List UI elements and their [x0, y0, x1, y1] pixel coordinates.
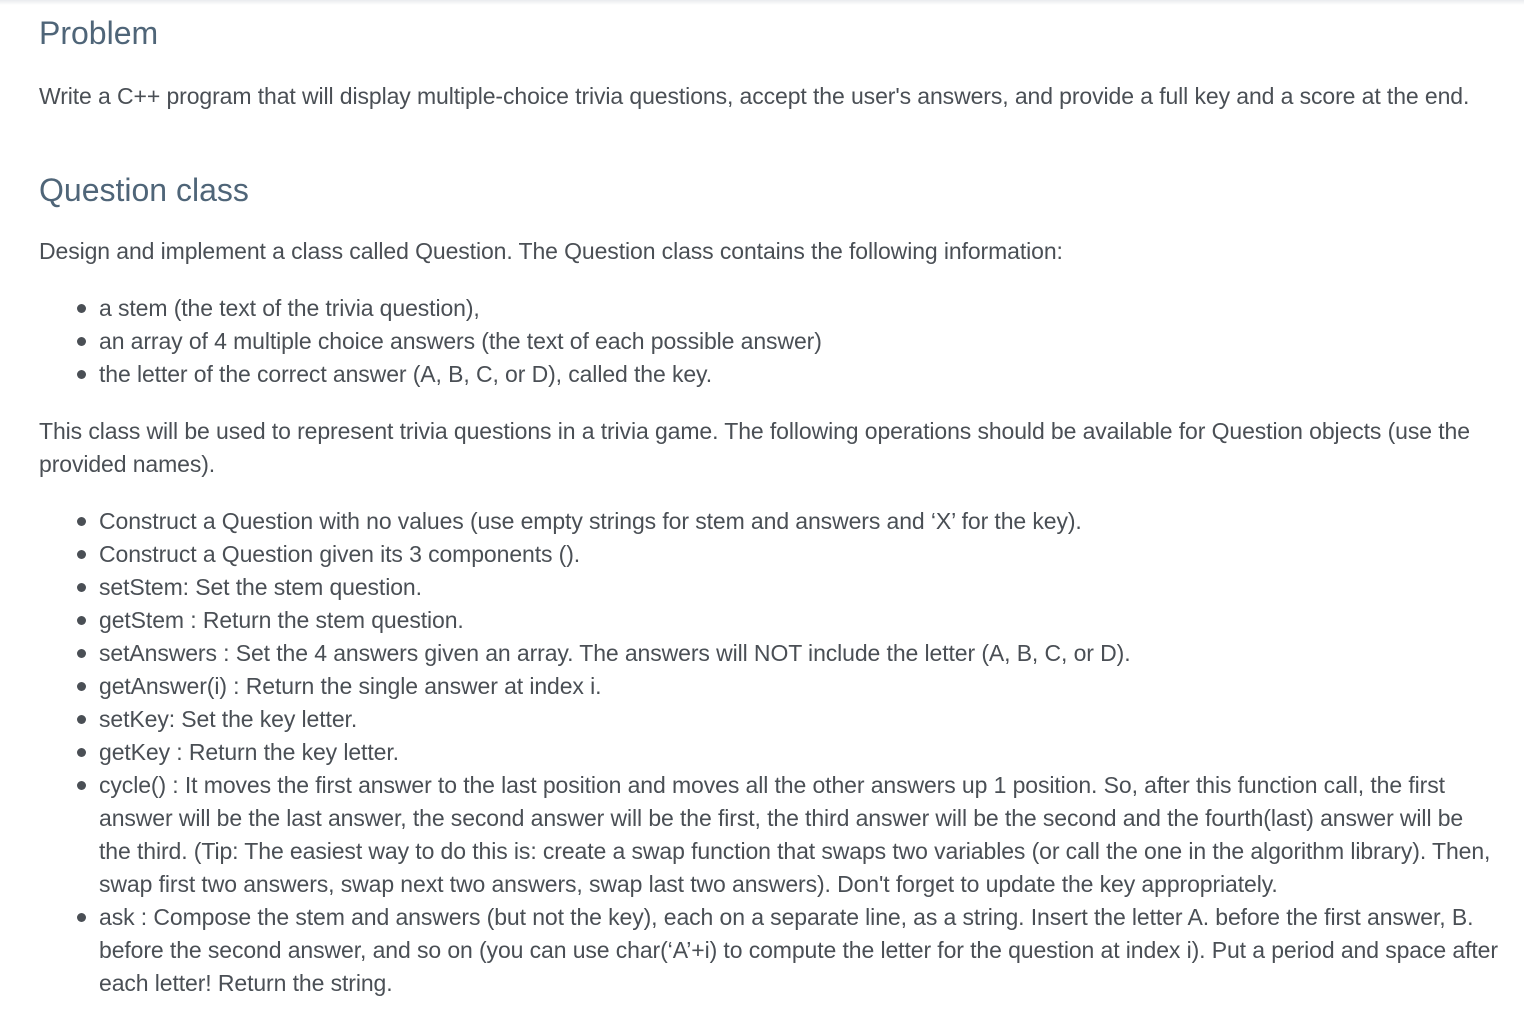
fields-list: [39, 292, 1499, 391]
list-item: [39, 292, 1499, 325]
bullet-icon: [77, 370, 86, 379]
list-item: [39, 358, 1499, 391]
bullet-icon: [77, 616, 86, 625]
list-item: [39, 604, 1499, 637]
list-item-text: Construct a Question with no values (use empty strings for stem and answers and ‘X’ for the key).: [99, 508, 1082, 534]
operations-intro: This class will be used to represent trivia questions in a trivia game. The following operations should be available for Question objects (use the provided names).: [39, 418, 1470, 477]
question-class-intro: Design and implement a class called Question. The Question class contains the following information:: [39, 238, 1063, 264]
list-item: [39, 901, 1499, 1000]
bullet-icon: [77, 715, 86, 724]
list-item: [39, 736, 1499, 769]
list-item-text: setAnswers : Set the 4 answers given an array. The answers will NOT include the letter (A, B, C, or D).: [99, 640, 1131, 666]
list-item-text: setKey: Set the key letter.: [99, 706, 358, 732]
list-item-text: Construct a Question given its 3 components ().: [99, 541, 581, 567]
list-item: [39, 670, 1499, 703]
bullet-icon: [77, 583, 86, 592]
bullet-icon: [77, 649, 86, 658]
list-item-text: ask : Compose the stem and answers (but not the key), each on a separate line, as a string. Insert the letter A. before the first answer, B. before the second answer, and so on (you can use char(‘A’+i) to compute the letter for the question at index i). Put a period and space after each letter! Return the string.: [99, 904, 1498, 996]
list-item-text: getKey : Return the key letter.: [99, 739, 399, 765]
list-item-text: the letter of the correct answer (A, B, C, or D), called the key.: [99, 361, 713, 387]
bullet-icon: [77, 682, 86, 691]
list-item: [39, 325, 1499, 358]
bullet-icon: [77, 550, 86, 559]
list-item: [39, 769, 1499, 901]
list-item-text: getAnswer(i) : Return the single answer at index i.: [99, 673, 602, 699]
problem-heading: Problem: [39, 15, 159, 51]
list-item-text: getStem : Return the stem question.: [99, 607, 464, 633]
bullet-icon: [77, 781, 86, 790]
bullet-icon: [77, 517, 86, 526]
bullet-icon: [77, 913, 86, 922]
list-item: [39, 703, 1499, 736]
bullet-icon: [77, 337, 86, 346]
list-item-text: cycle() : It moves the first answer to the last position and moves all the other answers up 1 position. So, after this function call, the first answer will be the last answer, the second answer will be the first, the third answer will be the second and the fourth(last) answer will be the third. (Tip: The easiest way to do this is: create a swap function that swaps two variables (or call the one in the algorithm library). Then, swap first two answers, swap next two answers, swap last two answers). Don't forget to update the key appropriately.: [99, 772, 1491, 897]
list-item-text: a stem (the text of the trivia question),: [99, 295, 480, 321]
list-item: [39, 505, 1499, 538]
list-item: [39, 538, 1499, 571]
bullet-icon: [77, 304, 86, 313]
list-item-text: setStem: Set the stem question.: [99, 574, 422, 600]
question-class-heading: Question class: [39, 172, 249, 208]
list-item-text: an array of 4 multiple choice answers (the text of each possible answer): [99, 328, 822, 354]
bullet-icon: [77, 748, 86, 757]
problem-text: Write a C++ program that will display multiple-choice trivia questions, accept the user's answers, and provide a full key and a score at the end.: [39, 83, 1470, 109]
list-item: [39, 637, 1499, 670]
list-item: [39, 571, 1499, 604]
top-shadow: [0, 0, 1524, 5]
operations-list: [39, 505, 1499, 1000]
